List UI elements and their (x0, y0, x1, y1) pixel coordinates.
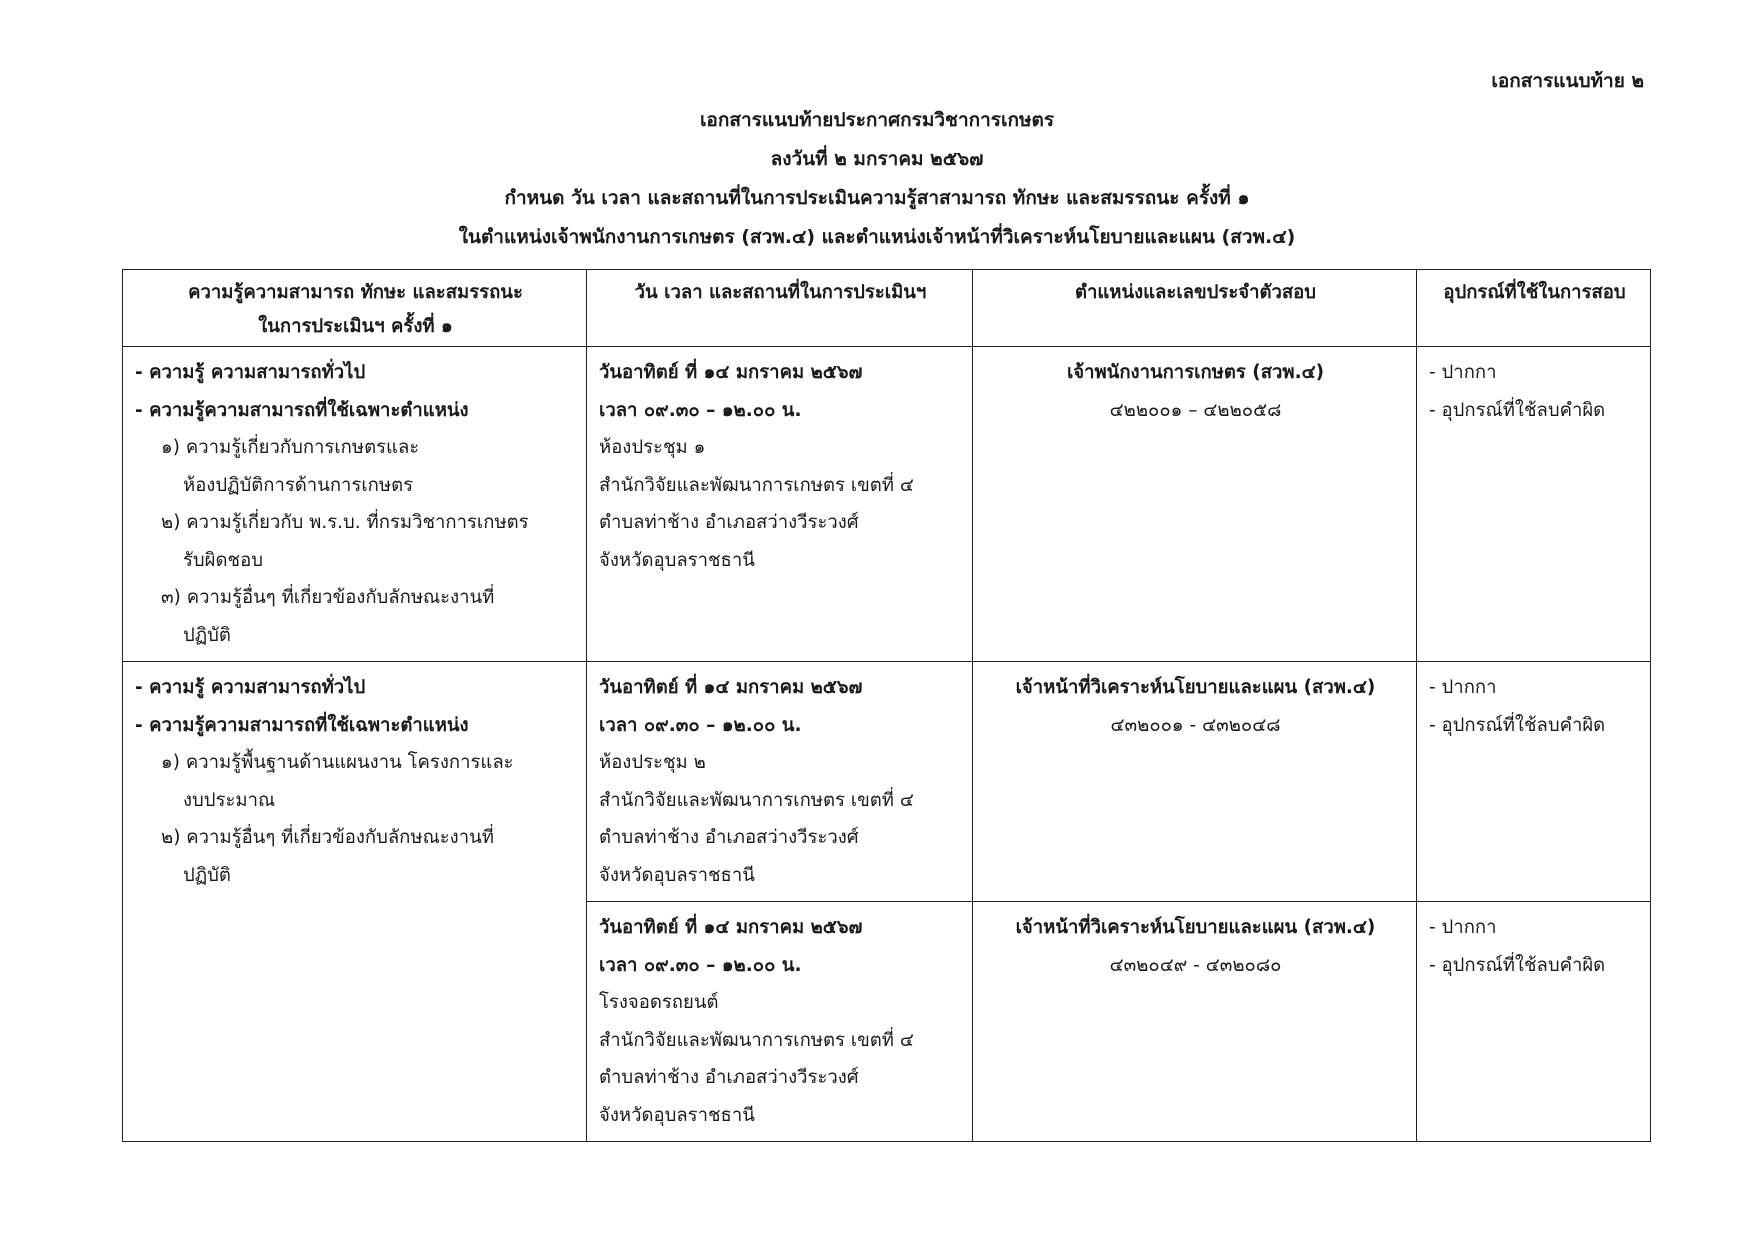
schedule-office: สำนักวิจัยและพัฒนาการเกษตร เขตที่ ๔ (599, 789, 914, 811)
schedule-address: ตำบลท่าช้าง อำเภอสว่างวีระวงศ์ (599, 512, 859, 533)
position-title: เจ้าพนักงานการเกษตร (สวพ.๔) (1066, 362, 1325, 383)
title-line-3: กำหนด วัน เวลา และสถานที่ในการประเมินความรู้สาสามารถ ทักษะ และสมรรถนะ ครั้งที่ ๑ (504, 187, 1250, 209)
header-competency (123, 270, 587, 347)
competency-cell (123, 347, 587, 662)
competency-cell (123, 662, 587, 1142)
exam-id-range: ๔๓๒๐๔๙ - ๔๓๒๐๘๐ (1109, 954, 1282, 976)
schedule-cell (587, 347, 973, 662)
competency-item: ๓) ความรู้อื่นๆ ที่เกี่ยวข้องกับลักษณะงานที่ (161, 587, 495, 608)
exam-id-range: ๔๓๒๐๐๑ - ๔๓๒๐๔๘ (1110, 714, 1281, 736)
schedule-room: โรงจอดรถยนต์ (599, 992, 719, 1013)
header-competency-line-2: ในการประเมินฯ ครั้งที่ ๑ (258, 316, 453, 337)
title-line-4: ในตำแหน่งเจ้าพนักงานการเกษตร (สวพ.๔) และตำแหน่งเจ้าหน้าที่วิเคราะห์นโยบายและแผน (สวพ.๔) (458, 226, 1296, 248)
schedule-time: เวลา ๐๙.๓๐ – ๑๒.๐๐ น. (599, 954, 802, 976)
competency-item: ๑) ความรู้เกี่ยวกับการเกษตรและ (161, 437, 420, 458)
title-line-2: ลงวันที่ ๒ มกราคม ๒๕๖๗ (770, 148, 984, 170)
competency-item-cont: ปฏิบัติ (183, 624, 231, 646)
header-competency-line-1: ความรู้ความสามารถ ทักษะ และสมรรถนะ (188, 282, 523, 303)
equipment-cell (1417, 347, 1651, 662)
schedule-room: ห้องประชุม ๑ (599, 437, 706, 458)
schedule-time: เวลา ๐๙.๓๐ – ๑๒.๐๐ น. (599, 714, 802, 736)
position-cell (973, 902, 1417, 1142)
header-position: ตำแหน่งและเลขประจำตัวสอบ (973, 270, 1417, 347)
schedule-date: วันอาทิตย์ ที่ ๑๔ มกราคม ๒๕๖๗ (599, 917, 863, 938)
competency-item-cont: ปฏิบัติ (183, 864, 231, 886)
position-cell (973, 347, 1417, 662)
header-schedule: วัน เวลา และสถานที่ในการประเมินฯ (587, 270, 973, 347)
schedule-room: ห้องประชุม ๒ (599, 752, 706, 773)
competency-item-cont: งบประมาณ (183, 789, 276, 811)
equipment-pen: - ปากกา (1429, 677, 1497, 698)
table-row (123, 662, 1651, 902)
document-title (0, 101, 1754, 257)
exam-id-range: ๔๒๒๐๐๑ – ๔๒๒๐๕๘ (1109, 399, 1282, 421)
equipment-cell (1417, 902, 1651, 1142)
position-cell (973, 662, 1417, 902)
schedule-date: วันอาทิตย์ ที่ ๑๔ มกราคม ๒๕๖๗ (599, 362, 863, 383)
equipment-eraser: - อุปกรณ์ที่ใช้ลบคำผิด (1429, 714, 1606, 736)
competency-general: - ความรู้ ความสามารถทั่วไป (135, 362, 366, 383)
table-header-row (123, 270, 1651, 347)
schedule-date: วันอาทิตย์ ที่ ๑๔ มกราคม ๒๕๖๗ (599, 677, 863, 698)
schedule-cell (587, 902, 973, 1142)
competency-item-cont: ห้องปฏิบัติการด้านการเกษตร (183, 474, 414, 496)
attachment-label: เอกสารแนบท้าย ๒ (1491, 70, 1644, 92)
position-title: เจ้าหน้าที่วิเคราะห์นโยบายและแผน (สวพ.๔) (1015, 917, 1376, 938)
competency-general: - ความรู้ ความสามารถทั่วไป (135, 677, 366, 698)
table-row (123, 347, 1651, 662)
header-equipment: อุปกรณ์ที่ใช้ในการสอบ (1417, 270, 1651, 347)
schedule-province: จังหวัดอุบลราชธานี (599, 549, 755, 571)
equipment-eraser: - อุปกรณ์ที่ใช้ลบคำผิด (1429, 954, 1606, 976)
equipment-pen: - ปากกา (1429, 362, 1497, 383)
schedule-office: สำนักวิจัยและพัฒนาการเกษตร เขตที่ ๔ (599, 474, 914, 496)
competency-specific: - ความรู้ความสามารถที่ใช้เฉพาะตำแหน่ง (135, 399, 469, 421)
schedule-time: เวลา ๐๙.๓๐ – ๑๒.๐๐ น. (599, 399, 802, 421)
schedule-cell (587, 662, 973, 902)
schedule-province: จังหวัดอุบลราชธานี (599, 864, 755, 886)
schedule-address: ตำบลท่าช้าง อำเภอสว่างวีระวงศ์ (599, 827, 859, 848)
equipment-eraser: - อุปกรณ์ที่ใช้ลบคำผิด (1429, 399, 1606, 421)
competency-item: ๒) ความรู้อื่นๆ ที่เกี่ยวข้องกับลักษณะงานที่ (161, 827, 494, 848)
exam-schedule-table (122, 269, 1651, 1142)
equipment-cell (1417, 662, 1651, 902)
schedule-address: ตำบลท่าช้าง อำเภอสว่างวีระวงศ์ (599, 1067, 859, 1088)
competency-item: ๒) ความรู้เกี่ยวกับ พ.ร.บ. ที่กรมวิชาการเกษตร (161, 512, 529, 533)
competency-specific: - ความรู้ความสามารถที่ใช้เฉพาะตำแหน่ง (135, 714, 469, 736)
schedule-province: จังหวัดอุบลราชธานี (599, 1104, 755, 1126)
competency-item-cont: รับผิดชอบ (183, 549, 263, 571)
position-title: เจ้าหน้าที่วิเคราะห์นโยบายและแผน (สวพ.๔) (1015, 677, 1376, 698)
title-line-1: เอกสารแนบท้ายประกาศกรมวิชาการเกษตร (699, 109, 1055, 131)
schedule-office: สำนักวิจัยและพัฒนาการเกษตร เขตที่ ๔ (599, 1029, 914, 1051)
competency-item: ๑) ความรู้พื้นฐานด้านแผนงาน โครงการและ (161, 752, 514, 773)
equipment-pen: - ปากกา (1429, 917, 1497, 938)
